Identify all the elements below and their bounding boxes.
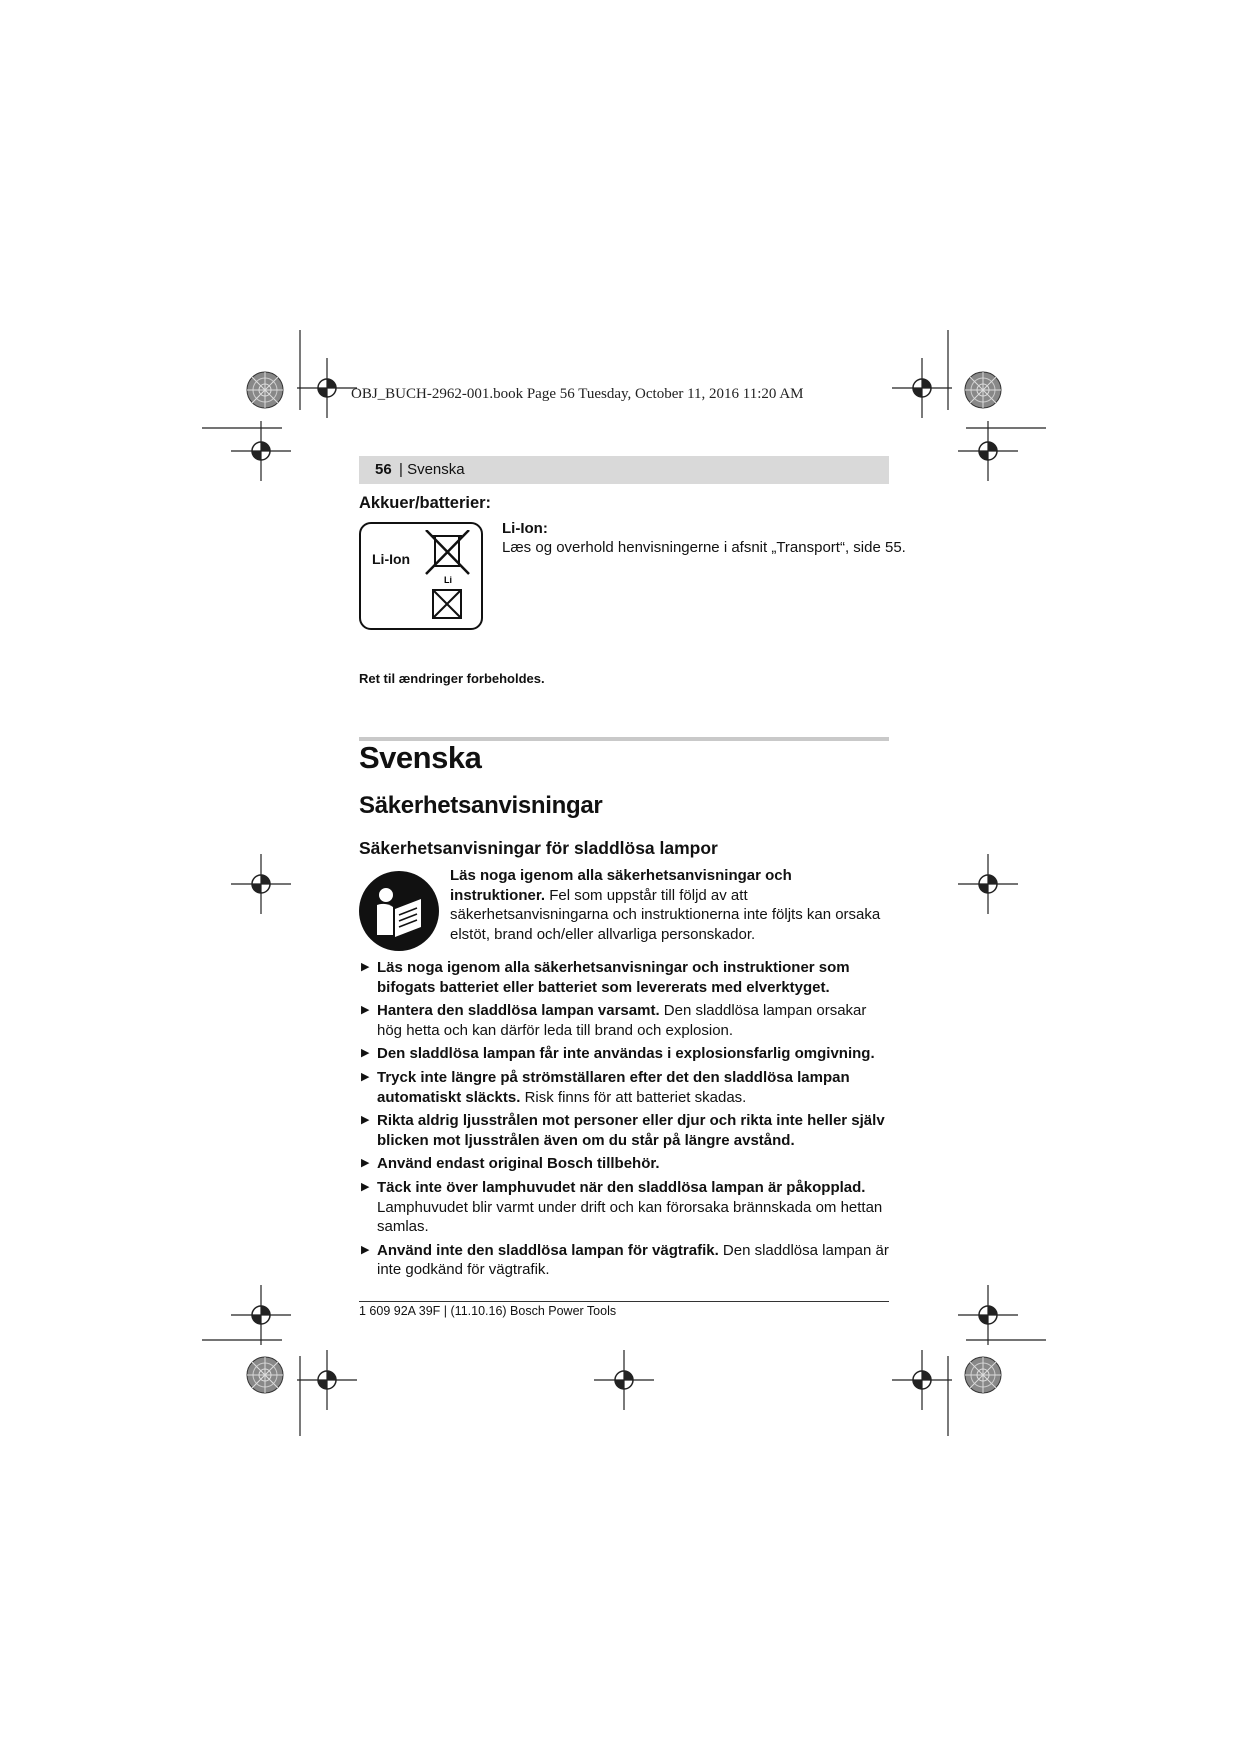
footer-rule bbox=[359, 1301, 889, 1302]
li-ion-symbol-box bbox=[359, 522, 483, 630]
language-heading: Svenska bbox=[359, 740, 482, 775]
header-language: | Svenska bbox=[399, 461, 465, 478]
list-item: ▶ Täck inte över lamphuvudet när den sladdlösa lampan är påkopplad. Lamphuvudet blir varmt under drift och kan förorsaka brännskada om hettan samlas. bbox=[361, 1178, 883, 1236]
li-ion-instruction: Læs og overhold henvisningerne i afsnit „Transport“, side 55. bbox=[502, 539, 906, 556]
registration-mark-icon bbox=[892, 358, 952, 418]
li-ion-label: Li-Ion bbox=[372, 551, 411, 567]
registration-mark-icon bbox=[958, 1285, 1018, 1345]
read-manual-icon bbox=[359, 871, 439, 951]
page-header-bar bbox=[359, 456, 889, 484]
intro-warning-bold: Läs noga igenom alla säkerhetsanvisningar och instruktioner. bbox=[450, 867, 792, 904]
crossed-bin-icon bbox=[423, 530, 473, 622]
book-file-header: OBJ_BUCH-2962-001.book Page 56 Tuesday, October 11, 2016 11:20 AM bbox=[351, 386, 804, 402]
list-item: ▶ Den sladdlösa lampan får inte användas i explosionsfarlig omgivning. bbox=[361, 1045, 875, 1063]
color-target-icon bbox=[965, 372, 1001, 408]
registration-mark-icon bbox=[297, 358, 357, 418]
safety-list bbox=[359, 958, 891, 1284]
list-item: ▶ Rikta aldrig ljusstrålen mot personer eller djur och rikta inte heller själv blicken mot ljusstrålen även om du står på längre avstånd. bbox=[361, 1112, 885, 1149]
page-footer: 1 609 92A 39F | (11.10.16) Bosch Power Tools bbox=[359, 1304, 617, 1318]
list-item: ▶ Använd endast original Bosch tillbehör. bbox=[361, 1155, 660, 1173]
list-item: ▶ Använd inte den sladdlösa lampan för vägtrafik. Den sladdlösa lampan är inte godkänd för vägtrafik. bbox=[361, 1241, 889, 1279]
list-item: ▶ Läs noga igenom alla säkerhetsanvisningar och instruktioner som bifogats batteriet eller batteriet som levererats med elverktyget. bbox=[361, 959, 850, 996]
li-ion-title: Li-Ion: bbox=[502, 520, 548, 537]
reservation-note: Ret til ændringer forbeholdes. bbox=[359, 671, 545, 686]
registration-mark-icon bbox=[231, 421, 291, 481]
list-item: ▶ Tryck inte längre på strömställaren efter det den sladdlösa lampan automatiskt släckts. Risk finns för att batteriet skadas. bbox=[361, 1068, 850, 1106]
registration-mark-icon bbox=[231, 1285, 291, 1345]
registration-mark-icon bbox=[594, 1350, 654, 1410]
registration-mark-icon bbox=[958, 854, 1018, 914]
page-number: 56 bbox=[375, 461, 392, 478]
section-heading: Säkerhetsanvisningar bbox=[359, 792, 603, 819]
svg-text:Li: Li bbox=[444, 575, 452, 585]
color-target-icon bbox=[965, 1357, 1001, 1393]
registration-mark-icon bbox=[231, 854, 291, 914]
color-target-icon bbox=[247, 1357, 283, 1393]
batteries-heading: Akkuer/batterier: bbox=[359, 494, 492, 512]
intro-warning bbox=[450, 866, 890, 944]
registration-mark-icon bbox=[297, 1350, 357, 1410]
intro-warning-text: Fel som uppstår till följd av att säkerhetsanvisningarna och instruktionerna inte följts kan orsaka elstöt, brand och/eller allvarliga personskador. bbox=[450, 886, 881, 943]
subsection-heading: Säkerhetsanvisningar för sladdlösa lampor bbox=[359, 838, 718, 858]
color-target-icon bbox=[247, 372, 283, 408]
registration-mark-icon bbox=[958, 421, 1018, 481]
list-item: ▶ Hantera den sladdlösa lampan varsamt. Den sladdlösa lampan orsakar hög hetta och kan därför leda till brand och explosion. bbox=[361, 1002, 867, 1039]
registration-mark-icon bbox=[892, 1350, 952, 1410]
